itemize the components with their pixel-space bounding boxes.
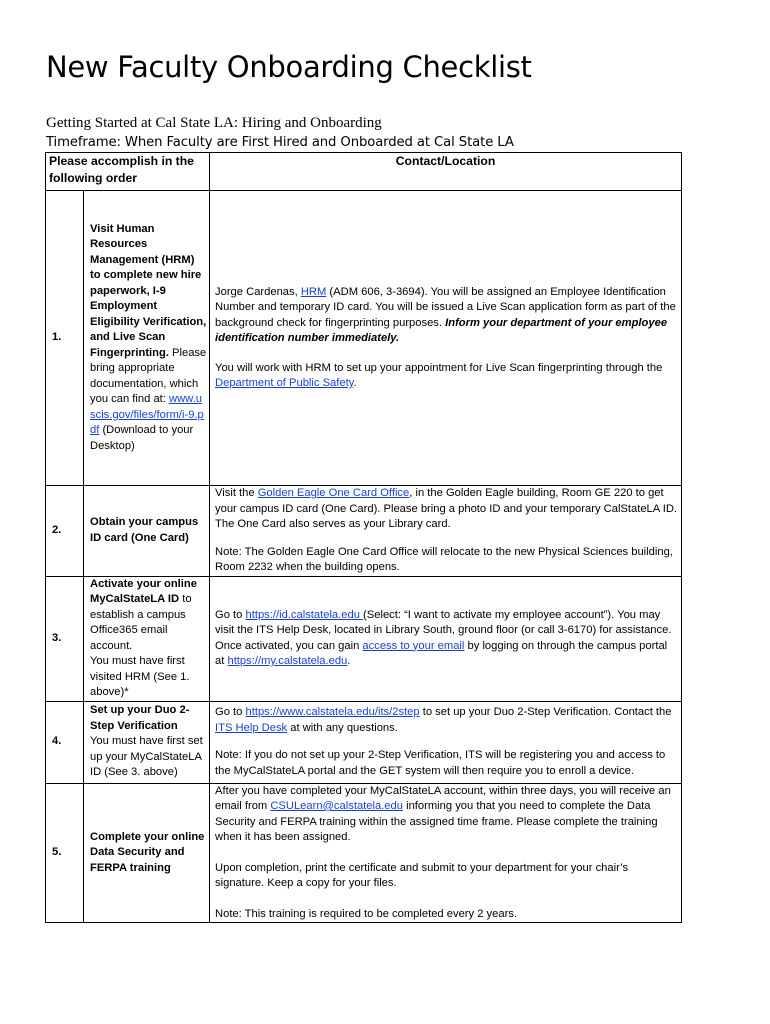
contact-paragraph: Upon completion, print the certificate and submit to your department for your chair’s signature. Keep a copy for your files. [215,861,629,889]
task-title: Activate your online MyCalStateLA ID [90,577,197,605]
portal-link[interactable]: https://my.calstatela.edu [227,655,348,667]
contact-note: Note: This training is required to be completed every 2 years. [215,907,518,920]
step-number: 2. [46,486,84,577]
public-safety-link[interactable]: Department of Public Safety [215,377,354,389]
order-column-header: Please accomplish in the following order [46,153,210,191]
step-number: 5. [46,783,84,923]
table-row [46,783,682,923]
contact-paragraph: Jorge Cardenas, HRM (ADM 606, 3-3694). You will be assigned an Employee Identification Number and temporary ID card. You will be issued a Live Scan application form as part of the background check for fingerprinting purposes. Inform your department of your employee identification number immediately. [215,285,676,344]
one-card-office-link[interactable]: Golden Eagle One Card Office [257,487,410,499]
step-contact [210,486,682,577]
step-task [84,486,210,577]
step-contact [210,191,682,486]
table-row [46,486,682,577]
contact-paragraph: Go to https://id.calstatela.edu (Select: “I want to activate my employee account”). You may visit the ITS Help Desk, located in Library South, ground floor (or call 3-6170) for assistance. Once activated, you can gain access to your email by logging on through the campus portal at https://my.calstatela.edu. [215,608,672,667]
task-text: Please bring appropriate documentation, which you can find at: [90,346,207,406]
step-number: 1. [46,191,84,486]
its-help-desk-link[interactable]: ITS Help Desk [215,721,288,734]
hrm-link[interactable]: HRM [300,285,327,298]
task-text: to establish a campus Office365 email account. [90,593,192,652]
subtitle: Getting Started at Cal State LA: Hiring and Onboarding [46,115,382,131]
contact-column-header: Contact/Location [210,153,682,191]
contact-paragraph: Go to https://www.calstatela.edu/its/2step to set up your Duo 2-Step Verification. Contact the ITS Help Desk at with any questions. [215,706,672,734]
task-title: Set up your Duo 2-Step Verification [90,704,190,732]
contact-paragraph: You will work with HRM to set up your appointment for Live Scan fingerprinting through the Department of Public Safety. [215,361,663,389]
id-activation-link[interactable]: https://id.calstatela.edu [245,608,364,621]
contact-paragraph: After you have completed your MyCalStateLA account, within three days, you will receive an email from CSULearn@calstatela.edu informing you that you need to complete the Data Security and FERPA training within the assigned time frame. Please complete the training when it has been assigned. [215,784,671,843]
table-row [46,701,682,783]
task-title: Visit Human Resources Management (HRM) to complete new hire paperwork, I-9 Employment Eligibility Verification, and Live Scan Fingerprinting. [90,222,207,359]
timeframe-text: Timeframe: When Faculty are First Hired and Onboarded at Cal State LA [46,135,514,150]
task-title: Obtain your campus ID card (One Card) [90,516,199,544]
contact-note: Note: If you do not set up your 2-Step Verification, ITS will be registering you and access to the MyCalStateLA portal and the GET system will then require you to enroll a device. [215,749,666,777]
table-row [46,191,682,486]
task-note: You must have first set up your MyCalStateLA ID (See 3. above) [90,735,203,779]
task-title: Complete your online Data Security and FERPA training [90,830,205,874]
step-number: 4. [46,701,84,783]
contact-note: Note: The Golden Eagle One Card Office will relocate to the new Physical Sciences building, Room 2232 when the building opens. [215,545,673,573]
checklist-table [45,152,682,923]
step-task [84,191,210,486]
contact-paragraph: Visit the Golden Eagle One Card Office, in the Golden Eagle building, Room GE 220 to get your campus ID card (One Card). Please bring a photo ID and your temporary CalStateLA ID. The One Card also serves as your Library card. [215,487,678,530]
step-task [84,701,210,783]
csulearn-email-link[interactable]: CSULearn@calstatela.edu [270,800,403,812]
step-contact [210,701,682,783]
step-number: 3. [46,576,84,701]
step-contact [210,576,682,701]
email-access-link[interactable]: access to your email [362,639,465,652]
task-note: You must have first visited HRM (See 1. above)* [90,655,190,698]
step-task [84,783,210,923]
table-header-row [46,153,682,191]
table-row [46,576,682,701]
duo-2step-link[interactable]: https://www.calstatela.edu/its/2step [245,706,420,718]
step-contact [210,783,682,923]
step-task [84,576,210,701]
page-title: New Faculty Onboarding Checklist [46,50,532,84]
task-note: (Download to your Desktop) [90,424,194,452]
uscis-i9-link[interactable]: www.uscis.gov/files/form/i-9.pdf [90,393,204,437]
